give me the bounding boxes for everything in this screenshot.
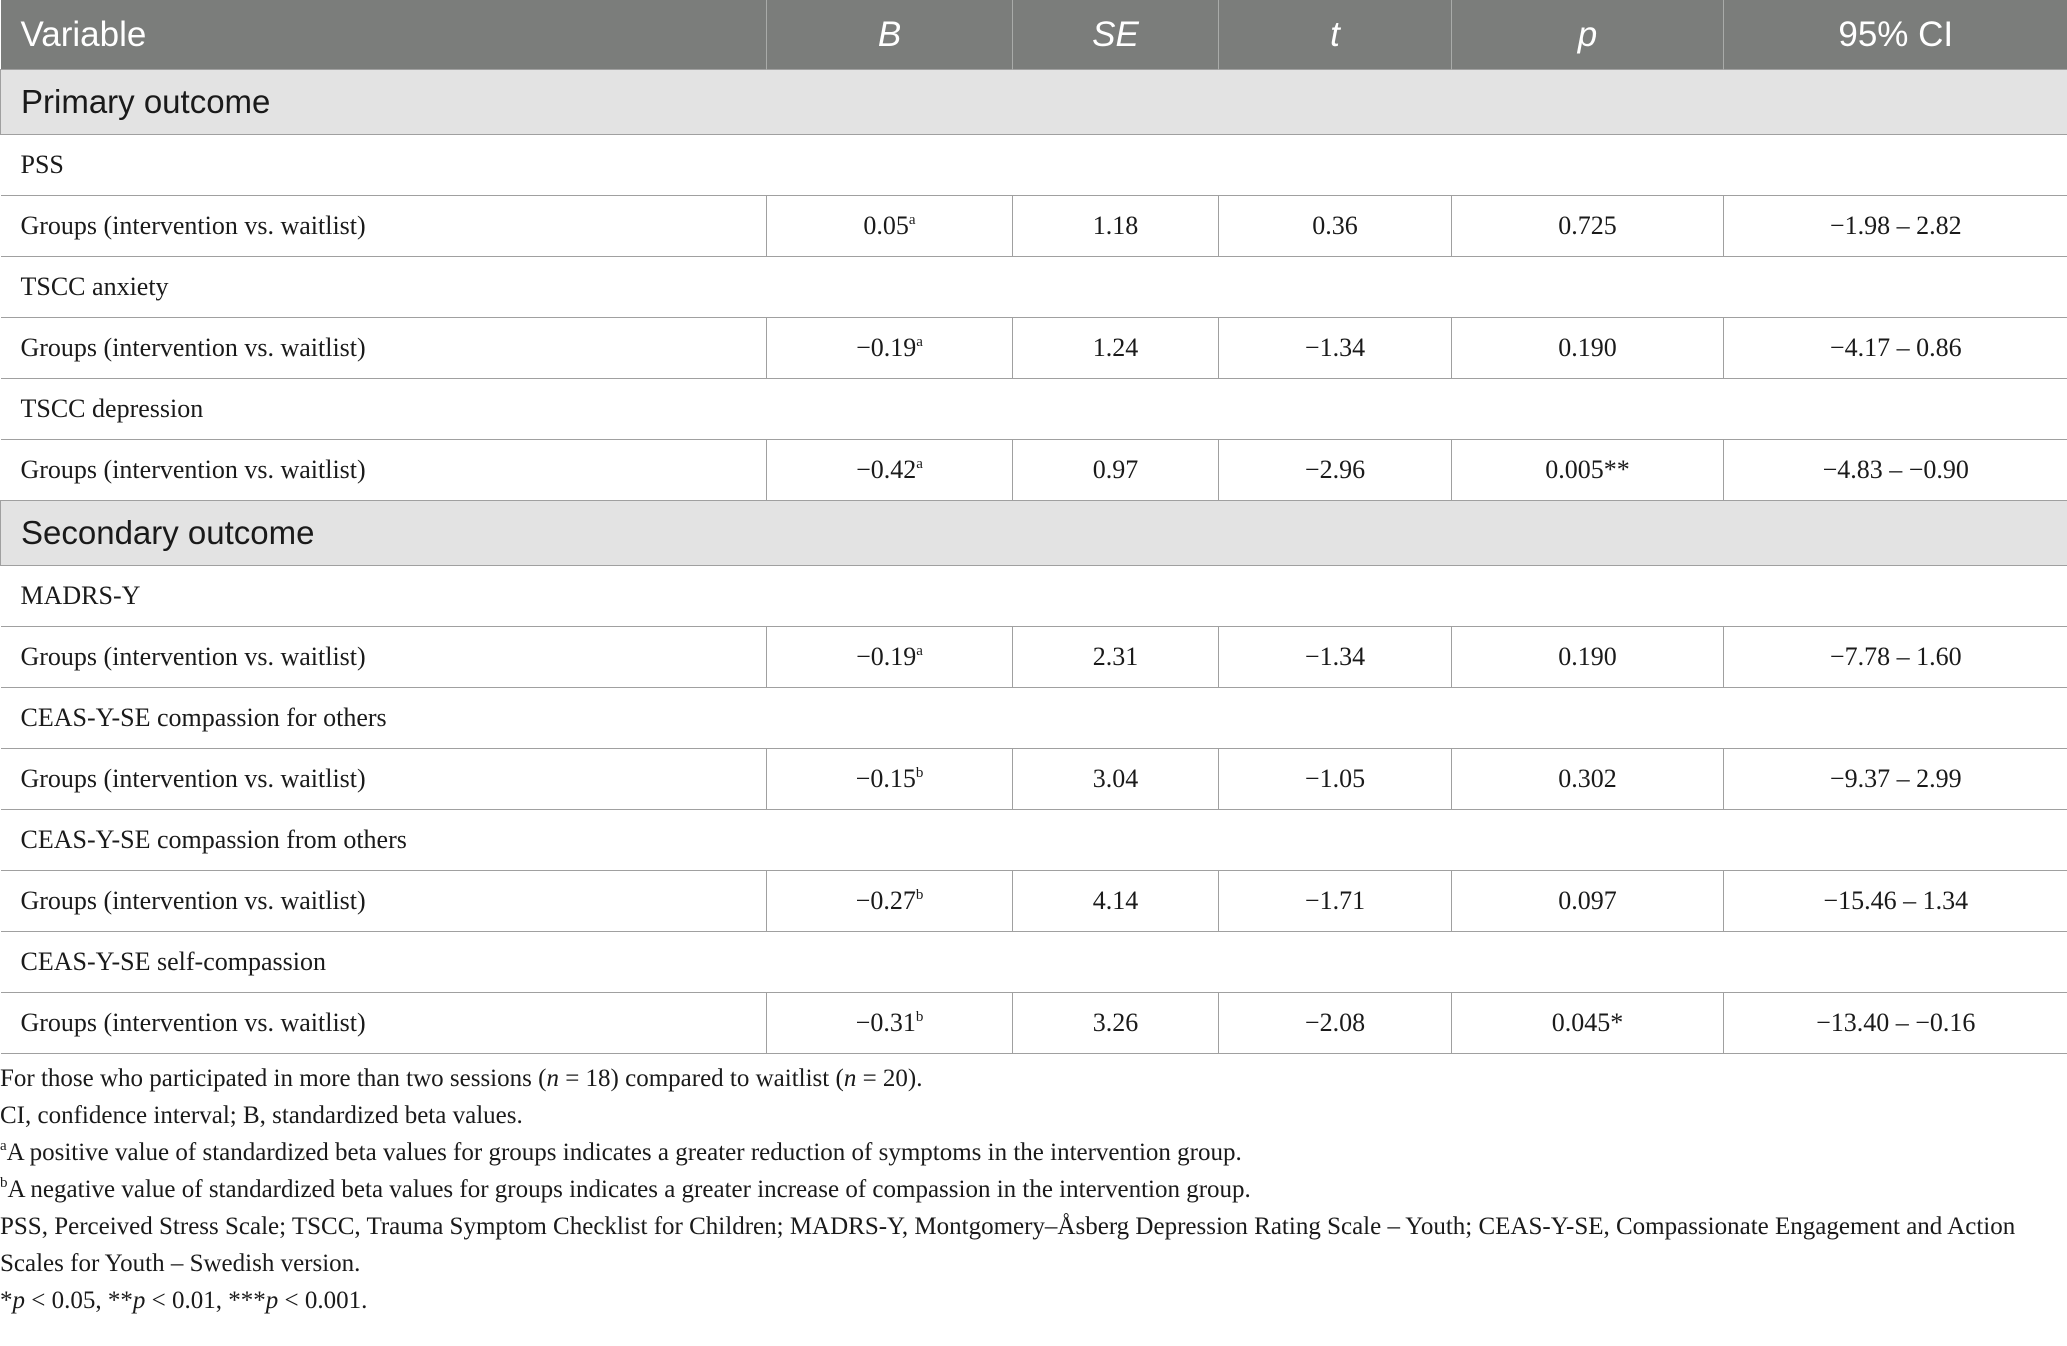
header-ci: 95% CI: [1724, 0, 2067, 70]
row-label: Groups (intervention vs. waitlist): [1, 627, 767, 688]
header-variable: Variable: [1, 0, 767, 70]
beta-footnote-mark: b: [915, 887, 924, 903]
footnote-a: $^a$A positive value of standardized beta values for groups indicates a greater reduction of symptoms in the intervention group.: [0, 1138, 1242, 1166]
section-title: Primary outcome: [1, 70, 2067, 135]
beta-value: −0.19: [856, 642, 917, 671]
table-row: [1, 318, 2067, 379]
beta-value: −0.42: [856, 455, 917, 484]
variable-row: [1, 932, 2067, 993]
cell-ci: −1.98 – 2.82: [1724, 196, 2067, 257]
cell-p: 0.725: [1452, 196, 1724, 257]
variable-name: TSCC depression: [1, 379, 2067, 440]
cell-t: −1.71: [1219, 871, 1452, 932]
cell-se: 3.04: [1013, 749, 1219, 810]
cell-ci: −7.78 – 1.60: [1724, 627, 2067, 688]
beta-footnote-mark: a: [916, 334, 923, 350]
variable-name: MADRS-Y: [1, 566, 2067, 627]
cell-t: 0.36: [1219, 196, 1452, 257]
header-b: B: [767, 0, 1013, 70]
beta-value: −0.27: [855, 886, 916, 915]
table-header: [1, 0, 2067, 70]
cell-se: 2.31: [1013, 627, 1219, 688]
cell-se: 1.24: [1013, 318, 1219, 379]
header-row: [1, 0, 2067, 70]
cell-ci: −15.46 – 1.34: [1724, 871, 2067, 932]
variable-row: [1, 810, 2067, 871]
variable-row: [1, 379, 2067, 440]
section-header-row: [1, 70, 2067, 135]
beta-value: −0.15: [855, 764, 916, 793]
header-se: SE: [1013, 0, 1219, 70]
beta-value: −0.31: [855, 1008, 916, 1037]
cell-b: [767, 196, 1013, 257]
section-header-row: [1, 501, 2067, 566]
cell-b: [767, 749, 1013, 810]
cell-p: 0.045*: [1452, 993, 1724, 1054]
beta-footnote-mark: a: [916, 643, 923, 659]
variable-name: CEAS-Y-SE compassion for others: [1, 688, 2067, 749]
beta-footnote-mark: a: [908, 212, 916, 228]
footnote-sample: For those who participated in more than two sessions (n = 18) compared to waitlist (n = 20).: [0, 1065, 923, 1092]
cell-b: [767, 440, 1013, 501]
table-row: [1, 871, 2067, 932]
table-row: [1, 440, 2067, 501]
cell-se: 4.14: [1013, 871, 1219, 932]
cell-ci: −4.83 – −0.90: [1724, 440, 2067, 501]
table-row: [1, 993, 2067, 1054]
cell-b: [767, 993, 1013, 1054]
table-row: [1, 196, 2067, 257]
cell-t: −2.96: [1219, 440, 1452, 501]
row-label: Groups (intervention vs. waitlist): [1, 993, 767, 1054]
cell-b: [767, 627, 1013, 688]
cell-t: −2.08: [1219, 993, 1452, 1054]
cell-b: [767, 871, 1013, 932]
table-footnotes: [0, 1054, 2067, 1319]
row-label: Groups (intervention vs. waitlist): [1, 871, 767, 932]
beta-value: −0.19: [856, 333, 917, 362]
cell-p: 0.190: [1452, 318, 1724, 379]
table-row: [1, 749, 2067, 810]
beta-value: 0.05: [863, 211, 909, 240]
row-label: Groups (intervention vs. waitlist): [1, 749, 767, 810]
variable-row: [1, 566, 2067, 627]
variable-row: [1, 688, 2067, 749]
cell-se: 3.26: [1013, 993, 1219, 1054]
cell-ci: −13.40 – −0.16: [1724, 993, 2067, 1054]
cell-t: −1.05: [1219, 749, 1452, 810]
footnote-significance: *p < 0.05, **p < 0.01, ***p < 0.001.: [0, 1287, 368, 1314]
variable-name: TSCC anxiety: [1, 257, 2067, 318]
header-p: p: [1452, 0, 1724, 70]
variable-name: PSS: [1, 135, 2067, 196]
cell-ci: −4.17 – 0.86: [1724, 318, 2067, 379]
section-title: Secondary outcome: [1, 501, 2067, 566]
row-label: Groups (intervention vs. waitlist): [1, 196, 767, 257]
row-label: Groups (intervention vs. waitlist): [1, 318, 767, 379]
beta-footnote-mark: a: [916, 456, 923, 472]
beta-footnote-mark: b: [915, 1009, 924, 1025]
variable-row: [1, 257, 2067, 318]
variable-row: [1, 135, 2067, 196]
cell-se: 1.18: [1013, 196, 1219, 257]
footnote-abbrev-ci: CI, confidence interval; B, standardized beta values.: [0, 1102, 523, 1129]
footnote-b: $^b$A negative value of standardized beta values for groups indicates a greater increase of compassion in the intervention group.: [0, 1175, 1251, 1203]
cell-b: [767, 318, 1013, 379]
cell-ci: −9.37 – 2.99: [1724, 749, 2067, 810]
cell-t: −1.34: [1219, 627, 1452, 688]
beta-footnote-mark: b: [915, 765, 924, 781]
footnote-abbreviations: PSS, Perceived Stress Scale; TSCC, Trauma Symptom Checklist for Children; MADRS-Y, Montgomery–Åsberg Depression Rating Scale – Youth; CEAS-Y-SE, Compassionate Engagement and Action Scales for Youth – Swedish version.: [0, 1213, 2016, 1277]
cell-p: 0.190: [1452, 627, 1724, 688]
header-t: t: [1219, 0, 1452, 70]
variable-name: CEAS-Y-SE self-compassion: [1, 932, 2067, 993]
table-row: [1, 627, 2067, 688]
table-body: [1, 70, 2067, 1054]
cell-t: −1.34: [1219, 318, 1452, 379]
row-label: Groups (intervention vs. waitlist): [1, 440, 767, 501]
variable-name: CEAS-Y-SE compassion from others: [1, 810, 2067, 871]
cell-p: 0.302: [1452, 749, 1724, 810]
cell-se: 0.97: [1013, 440, 1219, 501]
cell-p: 0.005**: [1452, 440, 1724, 501]
cell-p: 0.097: [1452, 871, 1724, 932]
